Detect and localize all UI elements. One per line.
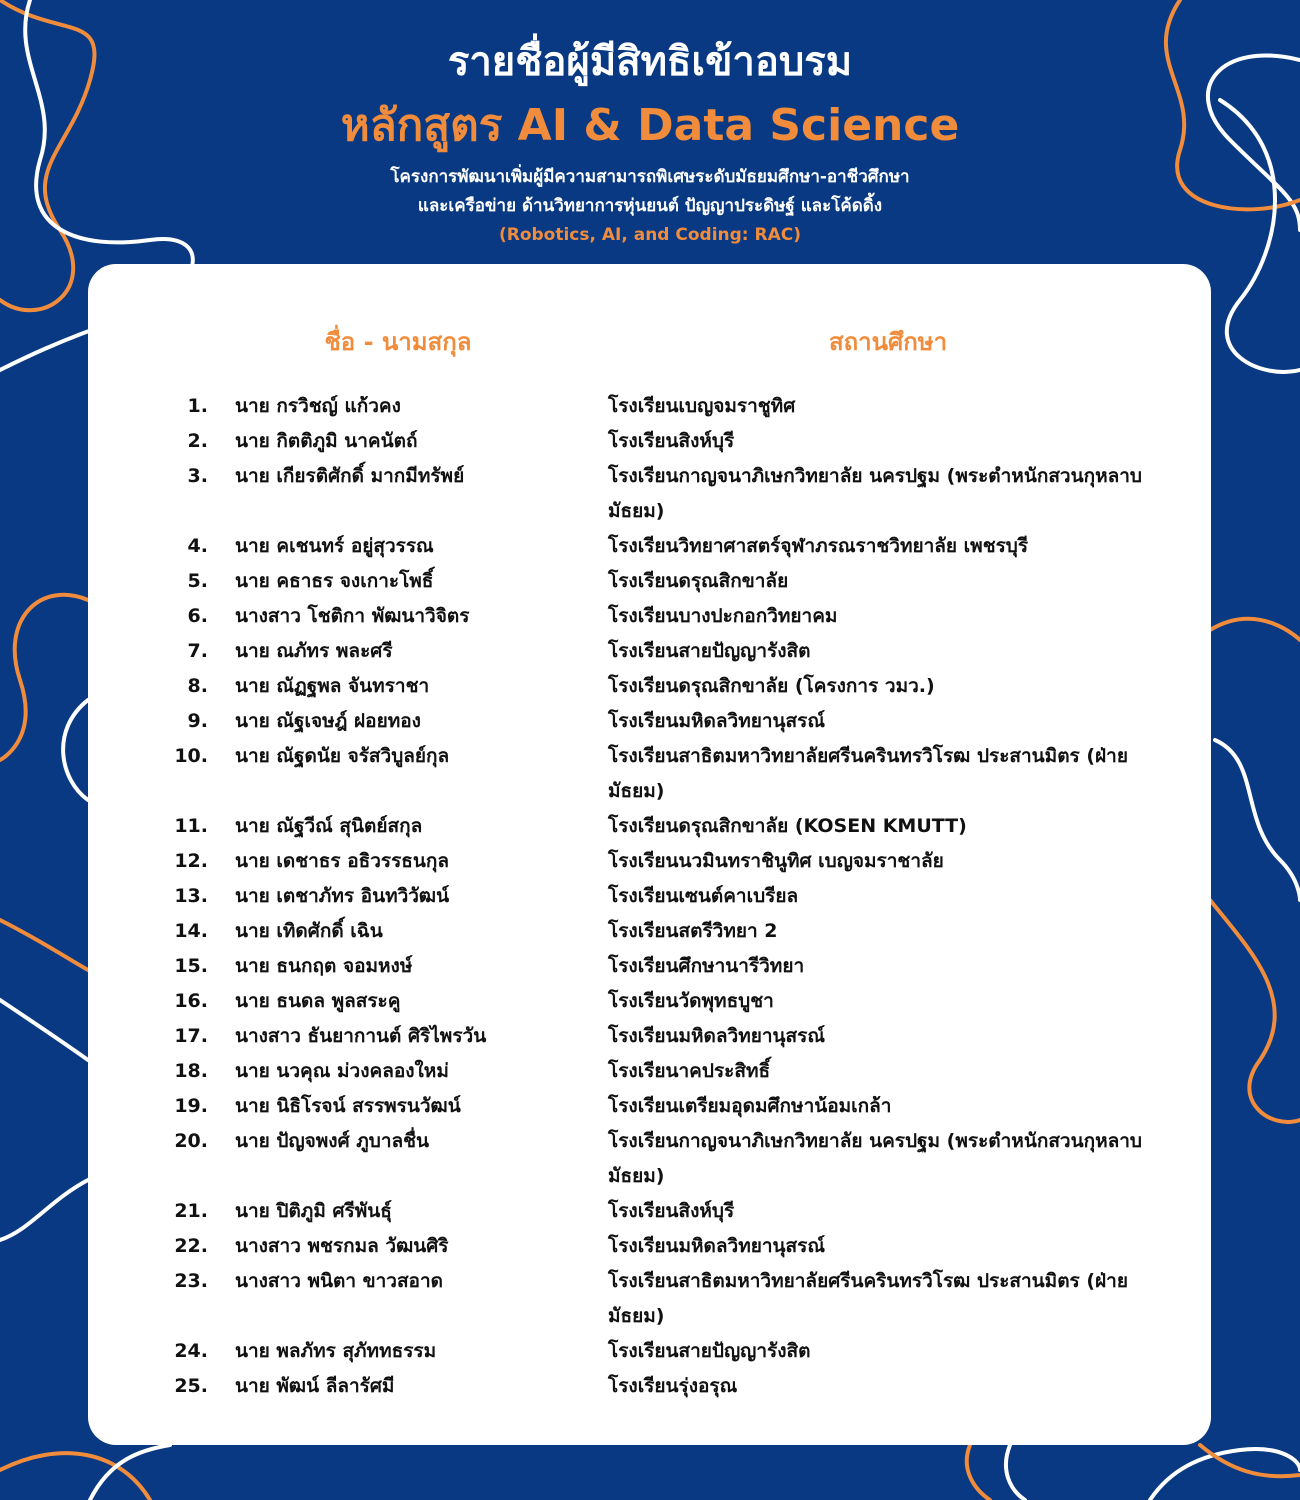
student-name: นาย ณัฐดนัย จรัสวิบูลย์กุล	[235, 745, 450, 767]
row-number: 9.	[187, 710, 208, 732]
row-number: 11.	[174, 815, 208, 837]
school-name: โรงเรียนเตรียมอุดมศึกษาน้อมเกล้า	[608, 1095, 892, 1117]
school-name: โรงเรียนวัดพุทธบูชา	[608, 990, 774, 1012]
school-name: โรงเรียนมหิดลวิทยานุสรณ์	[608, 1025, 825, 1047]
list-row	[88, 1194, 1211, 1229]
student-name: นางสาว พนิตา ขาวสอาด	[235, 1270, 443, 1292]
row-number: 10.	[174, 745, 208, 767]
subtitle-line-1: โครงการพัฒนาเพิ่มผู้มีความสามารถพิเศษระดับมัธยมศึกษา-อาชีวศึกษา	[390, 167, 910, 187]
list-row	[88, 844, 1211, 879]
student-name: นางสาว พชรกมล วัฒนศิริ	[235, 1235, 449, 1257]
student-name: นาย เทิดศักดิ์ เฉิน	[235, 920, 383, 942]
row-number: 8.	[187, 675, 208, 697]
school-name: โรงเรียนาคประสิทธิ์	[608, 1060, 771, 1082]
row-number: 23.	[174, 1270, 208, 1292]
school-name: โรงเรียนมหิดลวิทยานุสรณ์	[608, 710, 825, 732]
list-row	[88, 459, 1211, 529]
student-name: นาย เตชาภัทร อินทวิวัฒน์	[235, 885, 450, 907]
list-row	[88, 1334, 1211, 1369]
row-number: 18.	[174, 1060, 208, 1082]
student-name: นาย นิธิโรจน์ สรรพรนวัฒน์	[235, 1095, 461, 1117]
school-name: โรงเรียนสายปัญญารังสิต	[608, 640, 811, 662]
student-name: นาย กรวิชญ์ แก้วคง	[235, 395, 401, 417]
subtitle-line-2: และเครือข่าย ด้านวิทยาการหุ่นยนต์ ปัญญาประดิษฐ์ และโค้ดดิ้ง	[417, 196, 883, 216]
student-name: นาย ณัฐวีณ์ สุนิตย์สกุล	[235, 815, 423, 837]
row-number: 7.	[187, 640, 208, 662]
student-name: นางสาว โชติกา พัฒนาวิจิตร	[235, 605, 470, 627]
column-header-name: ชื่อ - นามสกุล	[324, 328, 472, 356]
school-name: โรงเรียนบางปะกอกวิทยาคม	[608, 605, 838, 627]
school-name: โรงเรียนดรุณสิกขาลัย (โครงการ วมว.)	[608, 675, 935, 697]
student-name: นาย ปัญจพงศ์ ภูบาลชื่น	[235, 1130, 430, 1152]
school-name: โรงเรียนกาญจนาภิเษกวิทยาลัย นครปฐม (พระตำหนักสวนกุหลาบมัธยม)	[608, 1130, 1142, 1187]
list-row	[88, 599, 1211, 634]
list-row	[88, 879, 1211, 914]
student-name: นาย ณภัทร พละศรี	[235, 640, 393, 662]
row-number: 3.	[187, 465, 208, 487]
row-number: 25.	[174, 1375, 208, 1397]
list-row	[88, 984, 1211, 1019]
row-number: 6.	[187, 605, 208, 627]
page-title: รายชื่อผู้มีสิทธิเข้าอบรม	[447, 39, 853, 85]
list-row	[88, 424, 1211, 459]
list-row	[88, 529, 1211, 564]
list-row	[88, 914, 1211, 949]
school-name: โรงเรียนดรุณสิกขาลัย	[608, 570, 789, 592]
list-row	[88, 704, 1211, 739]
row-number: 4.	[187, 535, 208, 557]
row-number: 14.	[174, 920, 208, 942]
school-name: โรงเรียนเซนต์คาเบรียล	[608, 885, 799, 907]
student-name: นาย คธาธร จงเกาะโพธิ์	[235, 570, 434, 592]
row-number: 24.	[174, 1340, 208, 1362]
school-name: โรงเรียนรุ่งอรุณ	[608, 1375, 738, 1397]
list-row	[88, 669, 1211, 704]
school-name: โรงเรียนสายปัญญารังสิต	[608, 1340, 811, 1362]
student-name: นาย กิตติภูมิ นาคนัตถ์	[235, 430, 418, 452]
student-name: นาย ธนดล พูลสระคู	[235, 990, 401, 1012]
list-row	[88, 1264, 1211, 1334]
list-row	[88, 1089, 1211, 1124]
row-number: 17.	[174, 1025, 208, 1047]
student-name: นาย พัฒน์ ลีลารัศมี	[235, 1375, 395, 1397]
school-name: โรงเรียนศึกษานารีวิทยา	[608, 955, 805, 977]
student-name: นาย เกียรติศักดิ์ มากมีทรัพย์	[235, 465, 465, 487]
list-row	[88, 949, 1211, 984]
school-name: โรงเรียนกาญจนาภิเษกวิทยาลัย นครปฐม (พระตำหนักสวนกุหลาบมัธยม)	[608, 465, 1142, 522]
list-row	[88, 809, 1211, 844]
list-row	[88, 1369, 1211, 1404]
school-name: โรงเรียนมหิดลวิทยานุสรณ์	[608, 1235, 825, 1257]
student-list	[88, 389, 1211, 1404]
list-row	[88, 1019, 1211, 1054]
row-number: 2.	[187, 430, 208, 452]
student-name: นางสาว ธันยากานต์ ศิริไพรวัน	[235, 1025, 487, 1047]
row-number: 20.	[174, 1130, 208, 1152]
student-name: นาย พลภัทร สุภัททธรรม	[235, 1340, 437, 1362]
student-name: นาย ปิติภูมิ ศรีพันธุ์	[235, 1200, 392, 1222]
school-name: โรงเรียนสาธิตมหาวิทยาลัยศรีนครินทรวิโรฒ ประสานมิตร (ฝ่ายมัธยม)	[608, 1270, 1128, 1327]
row-number: 22.	[174, 1235, 208, 1257]
student-name: นาย ณัฏฐพล จันทราชา	[235, 675, 430, 697]
list-row	[88, 1229, 1211, 1264]
student-name: นาย เดชาธร อธิวรรธนกุล	[235, 850, 450, 872]
row-number: 15.	[174, 955, 208, 977]
list-row	[88, 634, 1211, 669]
school-name: โรงเรียนสาธิตมหาวิทยาลัยศรีนครินทรวิโรฒ ประสานมิตร (ฝ่ายมัธยม)	[608, 745, 1128, 802]
student-name: นาย นวคุณ ม่วงคลองใหม่	[235, 1060, 449, 1082]
student-name: นาย คเชนทร์ อยู่สุวรรณ	[235, 535, 434, 557]
row-number: 5.	[187, 570, 208, 592]
student-name: นาย ณัฐเจษฎ์ ฝอยทอง	[235, 710, 421, 732]
list-row	[88, 564, 1211, 599]
column-header-school: สถานศึกษา	[828, 328, 948, 356]
school-name: โรงเรียนนวมินทราชินูทิศ เบญจมราชาลัย	[608, 850, 944, 872]
school-name: โรงเรียนสตรีวิทยา 2	[608, 920, 778, 942]
row-number: 19.	[174, 1095, 208, 1117]
list-card	[88, 264, 1211, 1445]
school-name: โรงเรียนสิงห์บุรี	[608, 1200, 735, 1222]
student-name: นาย ธนกฤต จอมหงษ์	[235, 955, 413, 977]
list-row	[88, 1124, 1211, 1194]
row-number: 21.	[174, 1200, 208, 1222]
list-row	[88, 1054, 1211, 1089]
list-row	[88, 739, 1211, 809]
school-name: โรงเรียนเบญจมราชูทิศ	[608, 395, 796, 417]
subtitle-line-3: (Robotics, AI, and Coding: RAC)	[498, 225, 802, 245]
course-title: หลักสูตร AI & Data Science	[340, 100, 960, 151]
row-number: 13.	[174, 885, 208, 907]
row-number: 12.	[174, 850, 208, 872]
row-number: 16.	[174, 990, 208, 1012]
list-row	[88, 389, 1211, 424]
school-name: โรงเรียนสิงห์บุรี	[608, 430, 735, 452]
school-name: โรงเรียนวิทยาศาสตร์จุฬาภรณราชวิทยาลัย เพชรบุรี	[608, 535, 1029, 557]
school-name: โรงเรียนดรุณสิกขาลัย (KOSEN KMUTT)	[608, 815, 967, 837]
row-number: 1.	[187, 395, 208, 417]
